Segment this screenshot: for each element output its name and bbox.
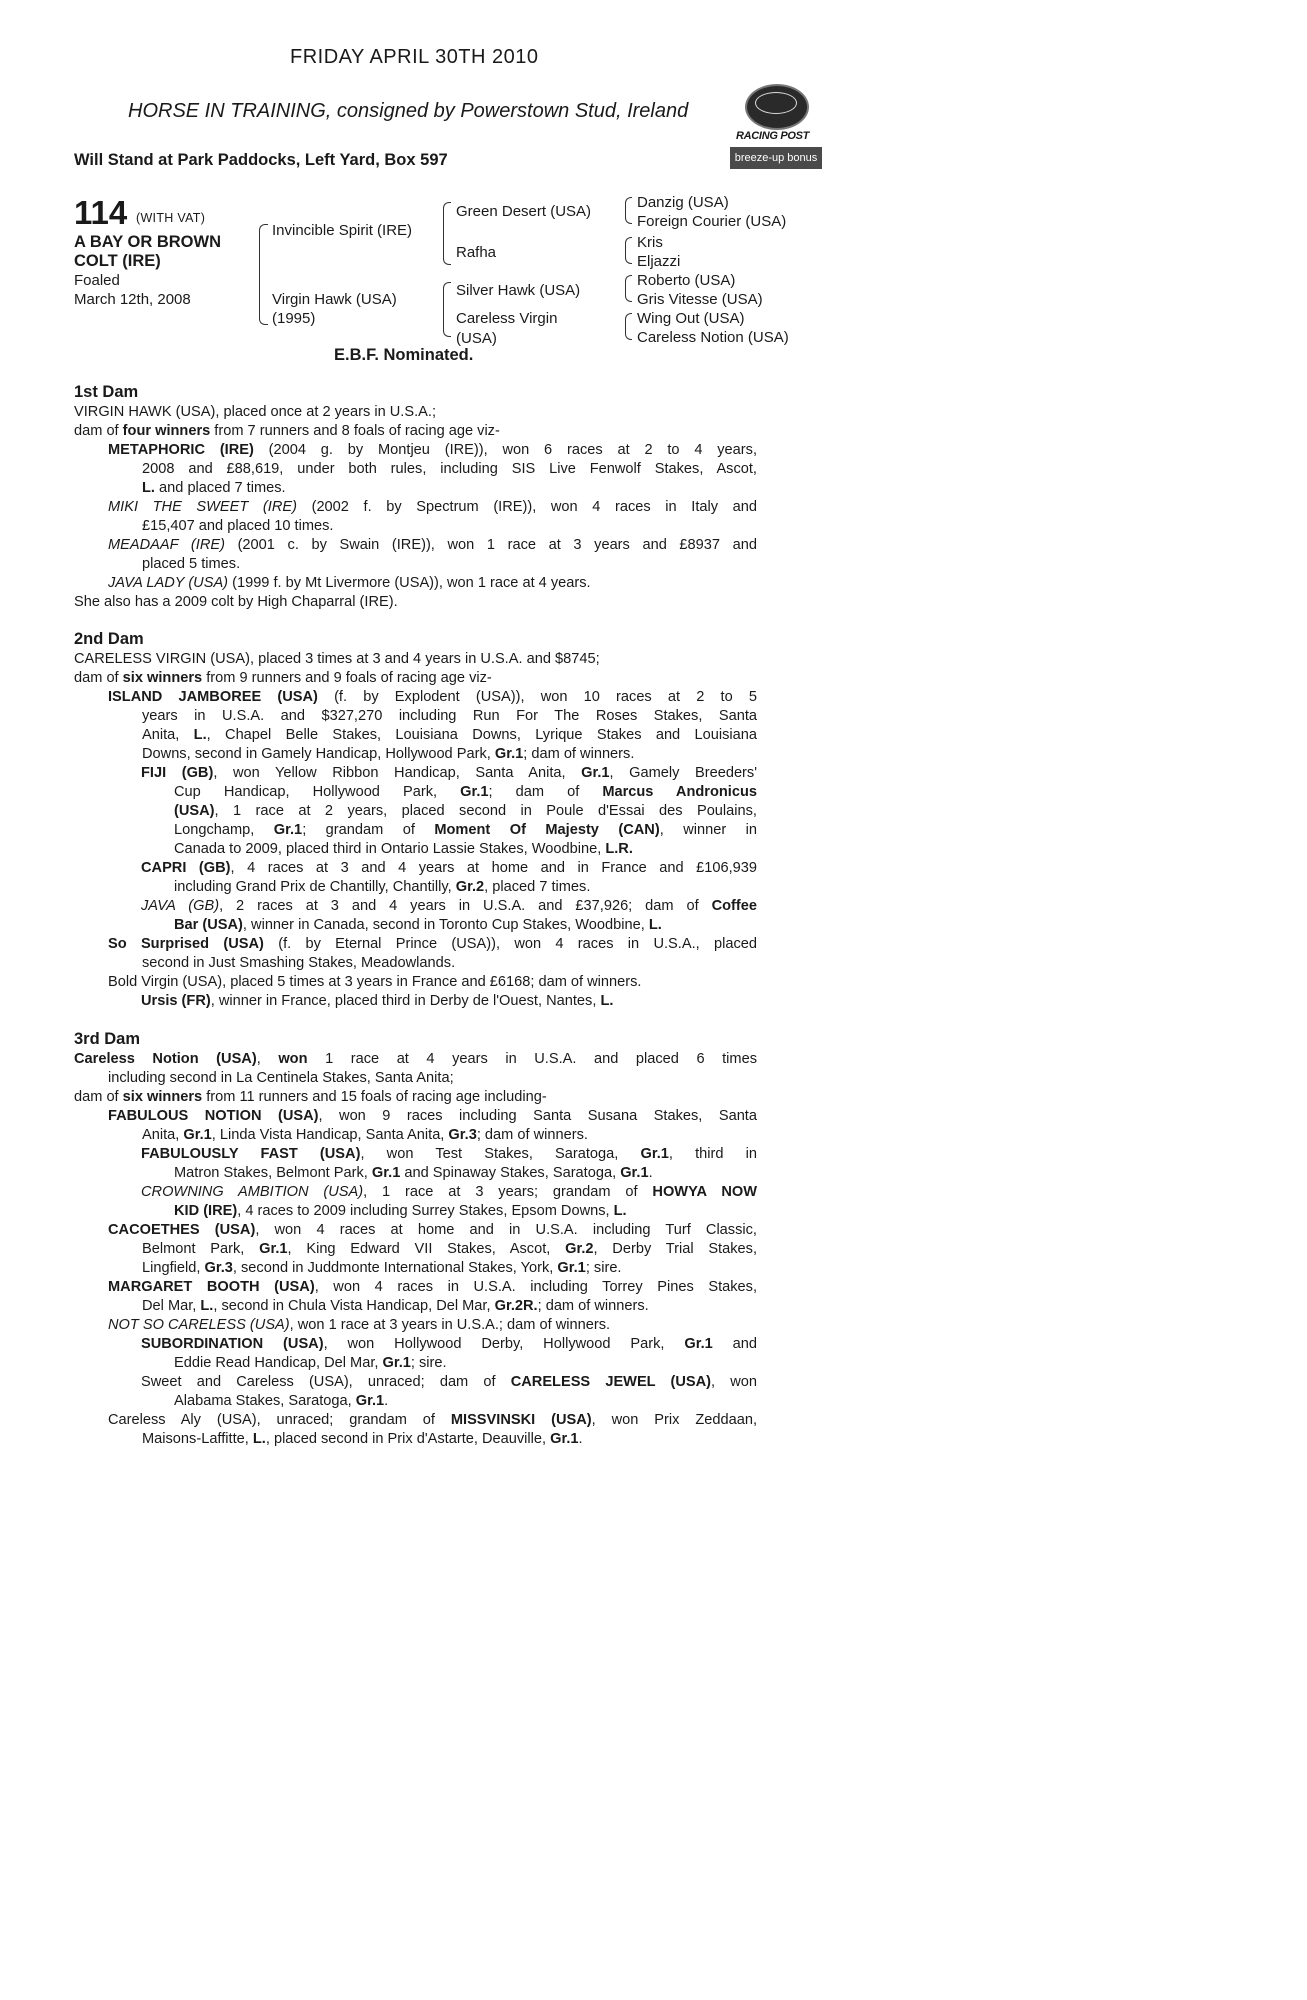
brace-line	[625, 313, 632, 327]
lot-number: 114	[74, 194, 128, 231]
section-heading: 2nd Dam	[74, 630, 144, 648]
progeny-entry-cont: Lingfield, Gr.3, second in Juddmonte International Stakes, York, Gr.1; sire.	[142, 1260, 622, 1276]
dam-summary: CARELESS VIRGIN (USA), placed 3 times at 3 and 4 years in U.S.A. and $8745;	[74, 651, 600, 667]
dam-dam: Careless Virgin	[456, 310, 558, 327]
vat-note: (WITH VAT)	[136, 211, 206, 225]
breeze-up-bonus-logo	[730, 84, 822, 170]
progeny-entry-cont: Downs, second in Gamely Handicap, Hollywood Park, Gr.1; dam of winners.	[142, 746, 635, 762]
progeny-entry: CAPRI (GB), 4 races at 3 and 4 years at home and in France and £106,939	[141, 860, 757, 876]
ancestor-3: Kris	[637, 234, 663, 251]
progeny-entry: NOT SO CARELESS (USA), won 1 race at 3 years in U.S.A.; dam of winners.	[108, 1317, 611, 1333]
progeny-entry-cont: placed 5 times.	[142, 556, 241, 572]
brace-line	[443, 202, 451, 239]
first-dam-section	[74, 383, 756, 612]
brace-line	[443, 238, 451, 265]
brace-line	[625, 288, 632, 302]
ancestor-8: Careless Notion (USA)	[637, 329, 789, 346]
stand-location: Will Stand at Park Paddocks, Left Yard, Box 597	[74, 151, 448, 169]
progeny-entry-cont: second in Just Smashing Stakes, Meadowlands.	[142, 955, 456, 971]
progeny-entry: ISLAND JAMBOREE (USA) (f. by Explodent (USA)), won 10 races at 2 to 5	[108, 689, 757, 705]
dam-record: dam of six winners from 11 runners and 15 foals of racing age including-	[74, 1089, 547, 1105]
ancestor-4: Eljazzi	[637, 253, 681, 270]
medal-ring	[755, 92, 797, 114]
ancestor-2: Foreign Courier (USA)	[637, 213, 787, 230]
progeny-entry-cont: including Grand Prix de Chantilly, Chantilly, Gr.2, placed 7 times.	[174, 879, 591, 895]
ancestor-7: Wing Out (USA)	[637, 310, 745, 327]
consignment-title: HORSE IN TRAINING, consigned by Powerstown Stud, Ireland	[128, 100, 689, 122]
brace-line	[443, 282, 451, 303]
progeny-entry-cont: years in U.S.A. and $327,270 including Run For The Roses Stakes, Santa	[142, 708, 757, 724]
progeny-entry: CACOETHES (USA), won 4 races at home and in U.S.A. including Turf Classic,	[108, 1222, 757, 1238]
progeny-entry: Ursis (FR), winner in France, placed third in Derby de l'Ouest, Nantes, L.	[141, 993, 614, 1009]
progeny-entry: SUBORDINATION (USA), won Hollywood Derby, Hollywood Park, Gr.1 and	[141, 1336, 758, 1352]
dam-year: (1995)	[272, 310, 316, 327]
dam-record: dam of six winners from 9 runners and 9 foals of racing age viz-	[74, 670, 492, 686]
racing-post-logo-text: RACING POST	[736, 130, 810, 142]
additional-note: She also has a 2009 colt by High Chaparral (IRE).	[74, 594, 398, 610]
section-heading: 3rd Dam	[74, 1030, 141, 1048]
ancestor-6: Gris Vitesse (USA)	[637, 291, 763, 308]
dam-record: dam of four winners from 7 runners and 8 foals of racing age viz-	[74, 423, 500, 439]
dam: Virgin Hawk (USA)	[272, 291, 397, 308]
progeny-entry-cont: Del Mar, L., second in Chula Vista Handicap, Del Mar, Gr.2R.; dam of winners.	[142, 1298, 649, 1314]
progeny-entry: FIJI (GB), won Yellow Ribbon Handicap, Santa Anita, Gr.1, Gamely Breeders'	[141, 765, 757, 781]
sale-date: FRIDAY APRIL 30TH 2010	[290, 46, 539, 68]
progeny-entry-cont: Alabama Stakes, Saratoga, Gr.1.	[174, 1393, 389, 1409]
brace-line	[625, 197, 632, 211]
progeny-entry: Sweet and Careless (USA), unraced; dam of CARELESS JEWEL (USA), won	[141, 1374, 757, 1390]
progeny-entry: FABULOUS NOTION (USA), won 9 races including Santa Susana Stakes, Santa	[108, 1108, 757, 1124]
ancestor-1: Danzig (USA)	[637, 194, 729, 211]
progeny-entry: JAVA LADY (USA) (1999 f. by Mt Livermore (USA)), won 1 race at 4 years.	[108, 575, 591, 591]
sire-sire: Green Desert (USA)	[456, 203, 592, 220]
dam-summary-cont: including second in La Centinela Stakes, Santa Anita;	[108, 1070, 454, 1086]
brace-line	[443, 302, 451, 337]
dam-summary: Careless Notion (USA), won 1 race at 4 years in U.S.A. and placed 6 times	[74, 1051, 757, 1067]
horse-description: A BAY OR BROWN COLT (IRE)	[74, 233, 221, 270]
progeny-entry: MARGARET BOOTH (USA), won 4 races in U.S.A. including Torrey Pines Stakes,	[108, 1279, 758, 1295]
progeny-entry: MIKI THE SWEET (IRE) (2002 f. by Spectrum (IRE)), won 4 races in Italy and	[108, 499, 757, 515]
dam-dam-suffix: (USA)	[456, 330, 497, 347]
breeze-up-bonus-badge: breeze-up bonus	[730, 147, 822, 169]
progeny-entry: CROWNING AMBITION (USA), 1 race at 3 years; grandam of HOWYA NOW	[141, 1184, 757, 1200]
progeny-entry: Bold Virgin (USA), placed 5 times at 3 years in France and £6168; dam of winners.	[108, 974, 642, 990]
progeny-entry-cont: 2008 and £88,619, under both rules, including SIS Live Fenwolf Stakes, Ascot,	[142, 461, 757, 477]
dam-sire: Silver Hawk (USA)	[456, 282, 581, 299]
progeny-entry: MEADAAF (IRE) (2001 c. by Swain (IRE)), won 1 race at 3 years and £8937 and	[108, 537, 757, 553]
progeny-entry-cont: L. and placed 7 times.	[142, 480, 286, 496]
brace-line	[625, 210, 632, 224]
progeny-entry-cont: Longchamp, Gr.1; grandam of Moment Of Majesty (CAN), winner in	[174, 822, 757, 838]
brace-line	[259, 224, 268, 271]
section-heading: 1st Dam	[74, 383, 139, 401]
progeny-entry-cont: Anita, L., Chapel Belle Stakes, Louisiana Downs, Lyrique Stakes and Louisiana	[142, 727, 757, 743]
dam-summary: VIRGIN HAWK (USA), placed once at 2 years in U.S.A.;	[74, 404, 436, 420]
ancestor-5: Roberto (USA)	[637, 272, 736, 289]
progeny-entry: JAVA (GB), 2 races at 3 and 4 years in U.S.A. and £37,926; dam of Coffee	[141, 898, 757, 914]
third-dam-section	[74, 1030, 756, 1449]
ebf-nomination: E.B.F. Nominated.	[334, 346, 474, 364]
brace-line	[259, 270, 268, 325]
brace-line	[625, 237, 632, 251]
progeny-entry-cont: Eddie Read Handicap, Del Mar, Gr.1; sire.	[174, 1355, 447, 1371]
progeny-entry-cont: (USA), 1 race at 2 years, placed second in Poule d'Essai des Poulains,	[174, 803, 757, 819]
progeny-entry: Careless Aly (USA), unraced; grandam of MISSVINSKI (USA), won Prix Zeddaan,	[108, 1412, 757, 1428]
progeny-entry: So Surprised (USA) (f. by Eternal Prince (USA)), won 4 races in U.S.A., placed	[108, 936, 757, 952]
foaled-date: March 12th, 2008	[74, 291, 191, 308]
progeny-entry-cont: Maisons-Laffitte, L., placed second in Prix d'Astarte, Deauville, Gr.1.	[142, 1431, 583, 1447]
foaled-label: Foaled	[74, 272, 120, 289]
foaled-info	[74, 271, 191, 309]
brace-line	[625, 275, 632, 289]
progeny-entry-cont: Cup Handicap, Hollywood Park, Gr.1; dam of Marcus Andronicus	[174, 784, 758, 800]
sire-dam: Rafha	[456, 244, 497, 261]
second-dam-section	[74, 630, 756, 1011]
sire: Invincible Spirit (IRE)	[272, 222, 413, 239]
progeny-entry-cont: Bar (USA), winner in Canada, second in Toronto Cup Stakes, Woodbine, L.	[174, 917, 662, 933]
progeny-entry-cont: £15,407 and placed 10 times.	[142, 518, 334, 534]
progeny-entry: FABULOUSLY FAST (USA), won Test Stakes, Saratoga, Gr.1, third in	[141, 1146, 758, 1162]
progeny-entry-cont: Belmont Park, Gr.1, King Edward VII Stakes, Ascot, Gr.2, Derby Trial Stakes,	[142, 1241, 757, 1257]
brace-line	[625, 250, 632, 264]
brace-line	[625, 326, 632, 340]
progeny-entry-cont: Canada to 2009, placed third in Ontario Lassie Stakes, Woodbine, L.R.	[174, 841, 633, 857]
progeny-entry-cont: Anita, Gr.1, Linda Vista Handicap, Santa Anita, Gr.3; dam of winners.	[142, 1127, 588, 1143]
progeny-entry-cont: KID (IRE), 4 races to 2009 including Surrey Stakes, Epsom Downs, L.	[174, 1203, 627, 1219]
progeny-entry-cont: Matron Stakes, Belmont Park, Gr.1 and Spinaway Stakes, Saratoga, Gr.1.	[174, 1165, 653, 1181]
progeny-entry: METAPHORIC (IRE) (2004 g. by Montjeu (IRE)), won 6 races at 2 to 4 years,	[108, 442, 758, 458]
